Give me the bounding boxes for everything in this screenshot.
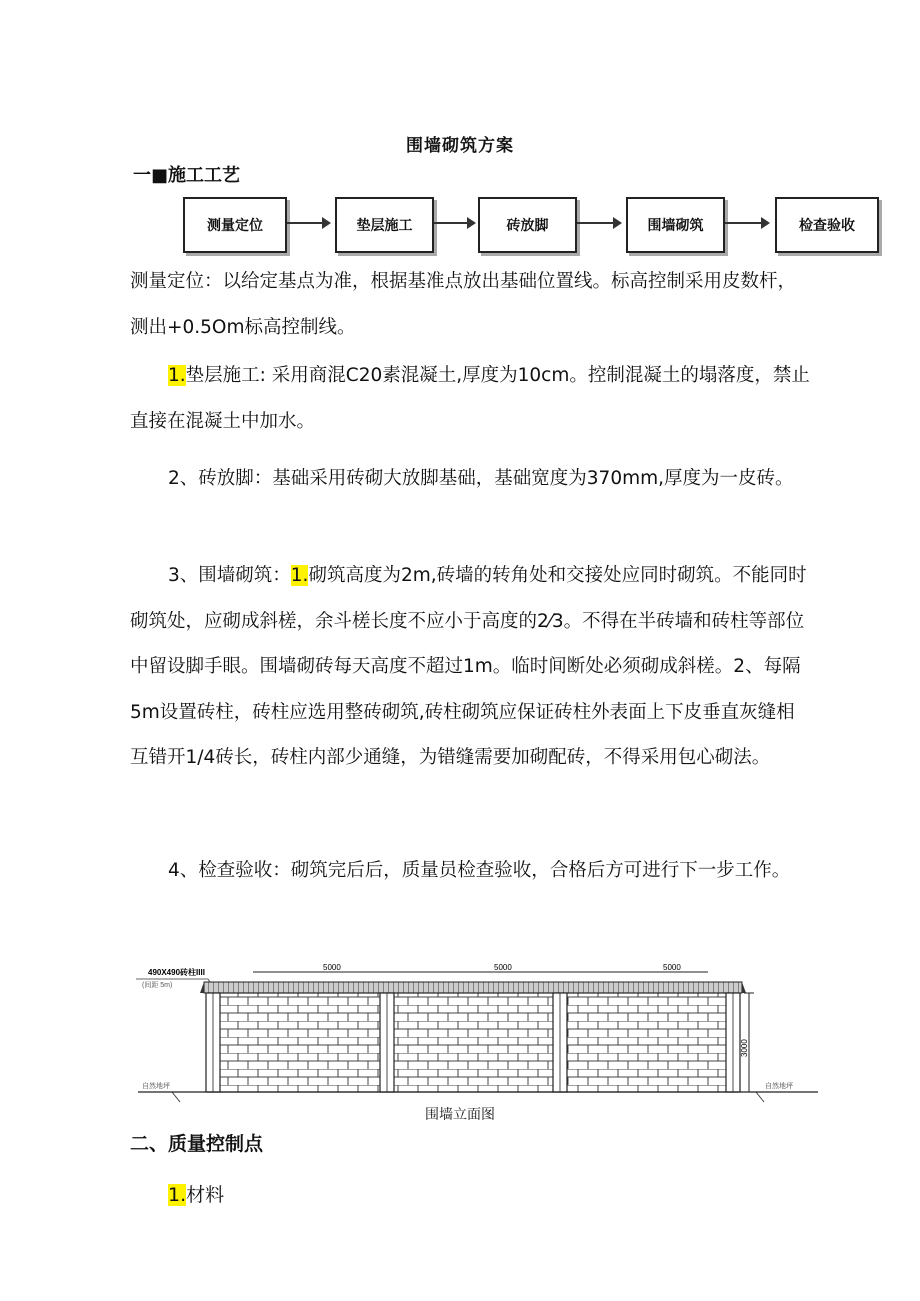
paragraph-wall-masonry — [130, 553, 810, 781]
flow-step-3: 砖放脚 — [478, 197, 577, 253]
step-number-highlight: 1. — [168, 365, 186, 386]
paragraph-text: 垫层施工: 采用商混C20素混凝土,厚度为10cm。控制混凝土的塌落度，禁止直接在混凝土中加水。 — [130, 365, 810, 432]
pillar-label: 490X490砖柱IIII — [148, 968, 205, 977]
paragraph-prefix: 3、围墙砌筑： — [168, 565, 291, 586]
span-dimension: 5000 — [494, 963, 512, 972]
paragraph-text: 测量定位：以给定基点为准，根据基准点放出基础位置线。标高控制采用皮数杆，测出+0.5Om标高控制线。 — [130, 271, 797, 338]
height-dimension: 3000 — [740, 1039, 749, 1057]
paragraph-text: 砌筑高度为2m,砖墙的转角处和交接处应同时砌筑。不能同时砌筑处，应砌成斜槎，余斗槎长度不应小于高度的2⁄3。不得在半砖墙和砖柱等部位中留设脚手眼。围墙砌砖每天高度不超过1m。临时间断处必须砌成斜槎。2、每隔5m设置砖柱，砖柱应选用整砖砌筑,砖柱砌筑应保证砖柱外表面上下皮垂直灰缝相互错开1/4砖长，砖柱内部少通缝，为错缝需要加砌配砖，不得采用包心砌法。 — [130, 565, 807, 768]
flow-step-2: 垫层施工 — [335, 197, 434, 253]
section-1-heading: 一■施工工艺 — [133, 165, 241, 186]
step-number-highlight: 1. — [168, 1184, 187, 1206]
flow-arrow-icon — [577, 222, 620, 224]
pillar-spacing-label: (间距 5m) — [142, 982, 173, 989]
flow-arrow-icon — [287, 222, 329, 224]
flow-step-4: 围墙砌筑 — [626, 197, 725, 253]
list-item-materials — [168, 1180, 224, 1207]
section-2-heading: 二、质量控制点 — [130, 1133, 264, 1155]
figure-caption: 围墙立面图 — [425, 1107, 495, 1123]
step-number-highlight: 1. — [290, 565, 309, 586]
process-flowchart — [0, 197, 920, 253]
flow-arrow-icon — [434, 222, 474, 224]
flow-step-1: 测量定位 — [183, 197, 287, 253]
list-item-text: 材料 — [186, 1184, 225, 1206]
flow-step-5: 检查验收 — [775, 197, 879, 253]
span-dimension: 5000 — [323, 963, 341, 972]
wall-elevation-drawing — [128, 957, 828, 1107]
paragraph-text: 4、检查验收：砌筑完后后，质量员检查验收，合格后方可进行下一步工作。 — [168, 860, 791, 881]
paragraph-foundation — [130, 456, 810, 502]
span-dimension: 5000 — [663, 963, 681, 972]
paragraph-survey — [130, 259, 810, 350]
ground-label-left: 自然地坪 — [142, 1082, 170, 1090]
paragraph-cushion — [130, 353, 810, 444]
ground-label-right: 自然地坪 — [765, 1082, 793, 1090]
paragraph-text: 2、砖放脚：基础采用砖砌大放脚基础，基础宽度为370mm,厚度为一皮砖。 — [168, 468, 794, 489]
paragraph-inspection — [130, 848, 810, 894]
page-title: 围墙砌筑方案 — [406, 136, 514, 156]
flow-arrow-icon — [725, 222, 768, 224]
